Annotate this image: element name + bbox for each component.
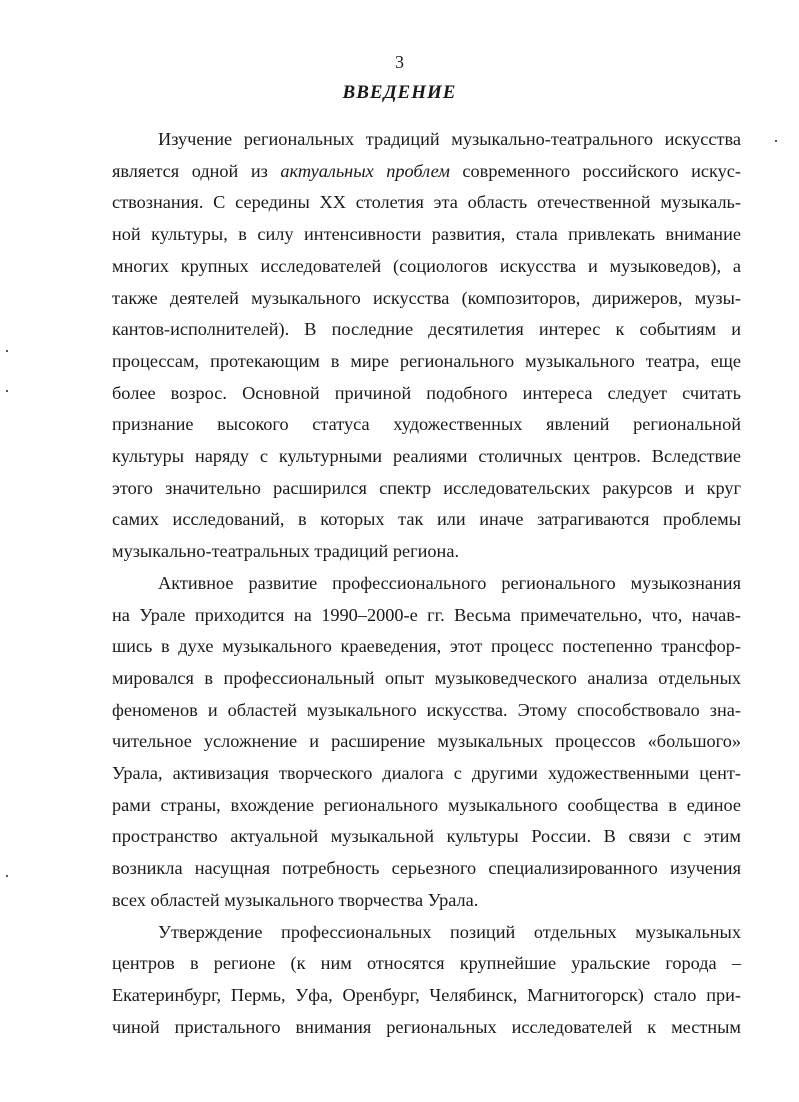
text-line: более возрос. Основной причиной подобного интереса следует считать <box>112 382 741 403</box>
text-line: чительное усложнение и расширение музыкальных процессов «большого» <box>112 731 741 752</box>
text-line: рами страны, вхождение регионального музыкального сообщества в единое <box>112 794 741 815</box>
paragraph <box>112 917 741 1044</box>
page-number: 3 <box>395 52 404 72</box>
text-line: признание высокого статуса художественных явлений региональной <box>112 414 741 435</box>
paragraph <box>112 568 741 917</box>
text-line: чиной пристального внимания региональных исследователей к местным <box>112 1016 741 1037</box>
text-line: музыкально-театральных традиций региона. <box>112 541 460 562</box>
section-title: ВВЕДЕНИЕ <box>342 82 457 103</box>
scan-speck <box>775 140 777 142</box>
text-line: центров в регионе (к ним относятся крупнейшие уральские города – <box>112 953 741 974</box>
text-line: мировался в профессиональный опыт музыковедческого анализа отдельных <box>112 667 741 688</box>
emphasis-text: актуальных проблем <box>280 160 450 181</box>
scan-speck <box>6 350 8 352</box>
text-line: культуры наряду с культурными реалиями столичных центров. Вследствие <box>112 446 741 467</box>
text-line: Утверждение профессиональных позиций отдельных музыкальных <box>158 921 741 942</box>
text-fragment: современного российского искус- <box>449 160 741 181</box>
scan-speck <box>6 390 8 392</box>
text-fragment: является одной из <box>112 160 281 181</box>
paragraph <box>112 124 741 568</box>
text-line: всех областей музыкального творчества Урала. <box>112 889 479 910</box>
document-body <box>112 124 741 1043</box>
text-line: на Урале приходится на 1990–2000-е гг. Весьма примечательно, что, начав- <box>112 604 741 625</box>
text-line: пространство актуальной музыкальной культуры России. В связи с этим <box>112 826 741 847</box>
text-line: Изучение региональных традиций музыкально-театрального искусства <box>158 129 741 149</box>
text-line: процессам, протекающим в мире регионального музыкального театра, еще <box>112 350 741 371</box>
text-line: также деятелей музыкального искусства (композиторов, дирижеров, музы- <box>112 287 741 308</box>
text-line: шись в духе музыкального краеведения, этот процесс постепенно трансфор- <box>112 636 741 657</box>
text-line: возникла насущная потребность серьезного специализированного изучения <box>112 858 741 879</box>
text-line <box>112 156 741 188</box>
text-line: ствознания. С середины XX столетия эта область отечественной музыкаль- <box>112 192 741 213</box>
text-line: самих исследований, в которых так или иначе затрагиваются проблемы <box>112 509 741 530</box>
text-line: Екатеринбург, Пермь, Уфа, Оренбург, Челябинск, Магнитогорск) стало при- <box>112 984 741 1005</box>
text-line: Активное развитие профессионального регионального музыкознания <box>158 572 741 593</box>
text-line: многих крупных исследователей (социологов искусства и музыковедов), а <box>112 255 741 276</box>
text-line: ной культуры, в силу интенсивности развития, стала привлекать внимание <box>112 224 741 245</box>
text-line: феноменов и областей музыкального искусства. Этому способствовало зна- <box>112 699 741 720</box>
scan-speck <box>6 875 8 877</box>
text-line: Урала, активизация творческого диалога с другими художественными цент- <box>112 763 741 784</box>
text-line: этого значительно расширился спектр исследовательских ракурсов и круг <box>112 477 741 498</box>
text-line: кантов-исполнителей). В последние десятилетия интерес к событиям и <box>112 319 741 340</box>
